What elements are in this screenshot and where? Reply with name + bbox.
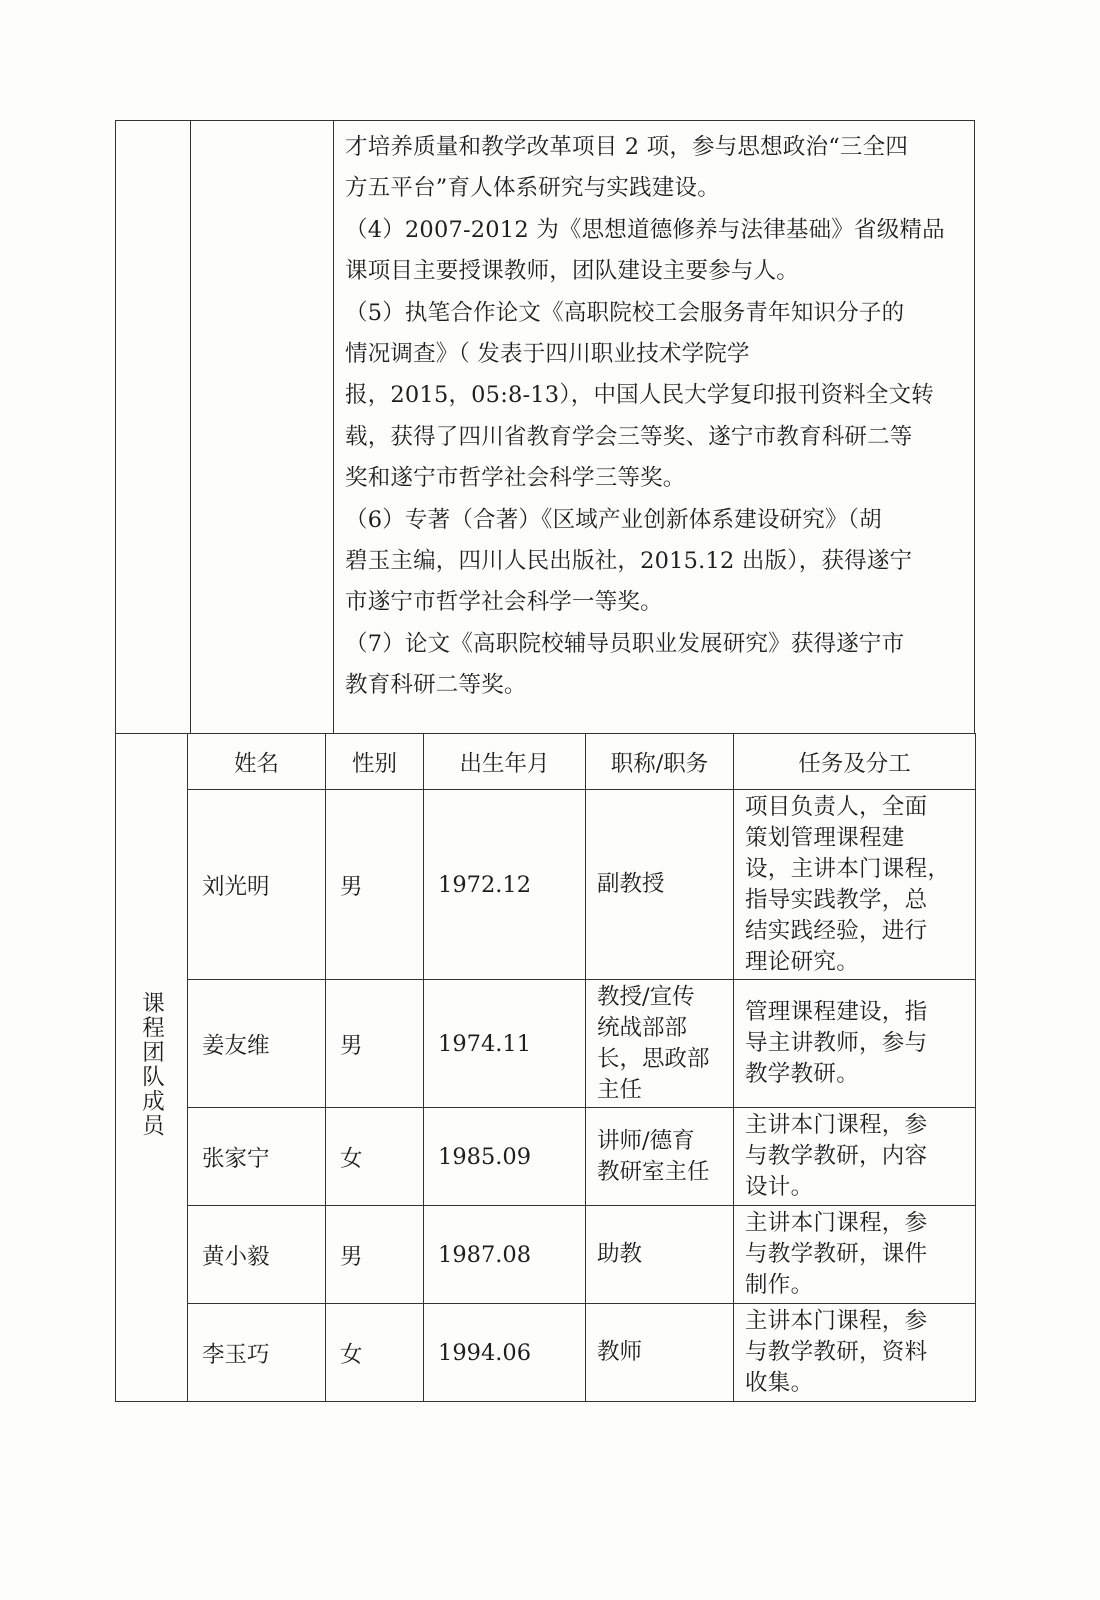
title-line: 副教授 [597, 871, 665, 897]
table-row [116, 1304, 976, 1402]
task-line: 设，主讲本门课程， [745, 855, 951, 882]
task-line: 主讲本门课程，参 [745, 1210, 928, 1236]
table-header-row [116, 734, 976, 790]
member-name: 李玉巧 [188, 1304, 326, 1402]
member-task [734, 1304, 976, 1402]
text-line: 市遂宁市哲学社会科学一等奖。 [345, 589, 663, 616]
header-name: 姓名 [188, 734, 326, 790]
task-line: 与教学教研，资料 [745, 1339, 928, 1365]
member-title [586, 1206, 734, 1304]
task-line: 导主讲教师，参与 [745, 1030, 928, 1056]
header-title: 职称/职务 [586, 734, 734, 790]
text-line: 奖和遂宁市哲学社会科学三等奖。 [345, 465, 686, 492]
header-birth: 出生年月 [424, 734, 586, 790]
member-title [586, 1108, 734, 1206]
member-name: 姜友维 [188, 980, 326, 1108]
achievements-text [345, 127, 967, 707]
section-label: 课程团队成员 [138, 991, 165, 1138]
member-birth: 1994.06 [424, 1304, 586, 1402]
text-line: 报，2015，05:8-13），中国人民大学复印报刊资料全文转 [345, 382, 934, 409]
member-name: 刘光明 [188, 790, 326, 980]
section-label-cell [116, 734, 188, 1402]
text-line: 碧玉主编，四川人民出版社，2015.12 出版），获得遂宁 [345, 548, 913, 575]
text-line: 教育科研二等奖。 [345, 672, 527, 699]
header-task: 任务及分工 [734, 734, 976, 790]
column-divider [190, 121, 191, 734]
table-row [116, 790, 976, 980]
title-line: 教研室主任 [597, 1158, 710, 1185]
title-line: 讲师/德育 [597, 1127, 695, 1154]
task-line: 与教学教研，内容 [745, 1143, 928, 1169]
member-task [734, 790, 976, 980]
member-title [586, 1304, 734, 1402]
task-line: 制作。 [745, 1272, 814, 1298]
task-line: 理论研究。 [745, 948, 860, 975]
text-line: 方五平台”育人体系研究与实践建设。 [345, 175, 720, 202]
task-line: 策划管理课程建 [745, 824, 905, 851]
task-line: 项目负责人，全面 [745, 793, 928, 820]
task-line: 管理课程建设，指 [745, 999, 928, 1025]
member-title [586, 980, 734, 1108]
text-line: 情况调查》（ 发表于四川职业技术学院学 [345, 341, 750, 368]
header-gender: 性别 [326, 734, 424, 790]
task-line: 与教学教研，课件 [745, 1241, 928, 1267]
member-gender: 男 [326, 980, 424, 1108]
text-line: （4）2007-2012 为《思想道德修养与法律基础》省级精品 [345, 216, 945, 243]
task-line: 结实践经验，进行 [745, 917, 928, 944]
member-birth: 1972.12 [424, 790, 586, 980]
title-line: 统战部部 [597, 1014, 688, 1041]
text-line: （6）专著（合著）《区域产业创新体系建设研究》（胡 [345, 506, 882, 533]
task-line: 收集。 [745, 1370, 814, 1396]
task-line: 主讲本门课程，参 [745, 1308, 928, 1334]
title-line: 主任 [597, 1076, 643, 1103]
team-members-table [115, 733, 976, 1402]
task-line: 设计。 [745, 1174, 814, 1200]
text-line: （7）论文《高职院校辅导员职业发展研究》获得遂宁市 [345, 630, 905, 657]
member-name: 黄小毅 [188, 1206, 326, 1304]
member-birth: 1987.08 [424, 1206, 586, 1304]
table-row [116, 1108, 976, 1206]
member-name: 张家宁 [188, 1108, 326, 1206]
table-row [116, 1206, 976, 1304]
text-line: 载，获得了四川省教育学会三等奖、遂宁市教育科研二等 [345, 423, 913, 450]
title-line: 教师 [597, 1339, 643, 1365]
member-task [734, 1206, 976, 1304]
text-line: （5）执笔合作论文《高职院校工会服务青年知识分子的 [345, 299, 905, 326]
task-line: 教学教研。 [745, 1061, 860, 1087]
title-line: 长，思政部 [597, 1045, 710, 1072]
column-divider [333, 121, 334, 734]
achievements-section [115, 120, 975, 734]
member-task [734, 1108, 976, 1206]
member-birth: 1985.09 [424, 1108, 586, 1206]
member-task [734, 980, 976, 1108]
member-title [586, 790, 734, 980]
member-gender: 男 [326, 1206, 424, 1304]
text-line: 才培养质量和教学改革项目 2 项，参与思想政治“三全四 [345, 134, 909, 160]
member-gender: 男 [326, 790, 424, 980]
title-line: 教授/宣传 [597, 983, 695, 1010]
member-gender: 女 [326, 1304, 424, 1402]
member-gender: 女 [326, 1108, 424, 1206]
task-line: 指导实践教学，总 [745, 886, 928, 913]
task-line: 主讲本门课程，参 [745, 1112, 928, 1138]
title-line: 助教 [597, 1241, 643, 1267]
text-line: 课项目主要授课教师，团队建设主要参与人。 [345, 258, 800, 285]
member-birth: 1974.11 [424, 980, 586, 1108]
table-row [116, 980, 976, 1108]
